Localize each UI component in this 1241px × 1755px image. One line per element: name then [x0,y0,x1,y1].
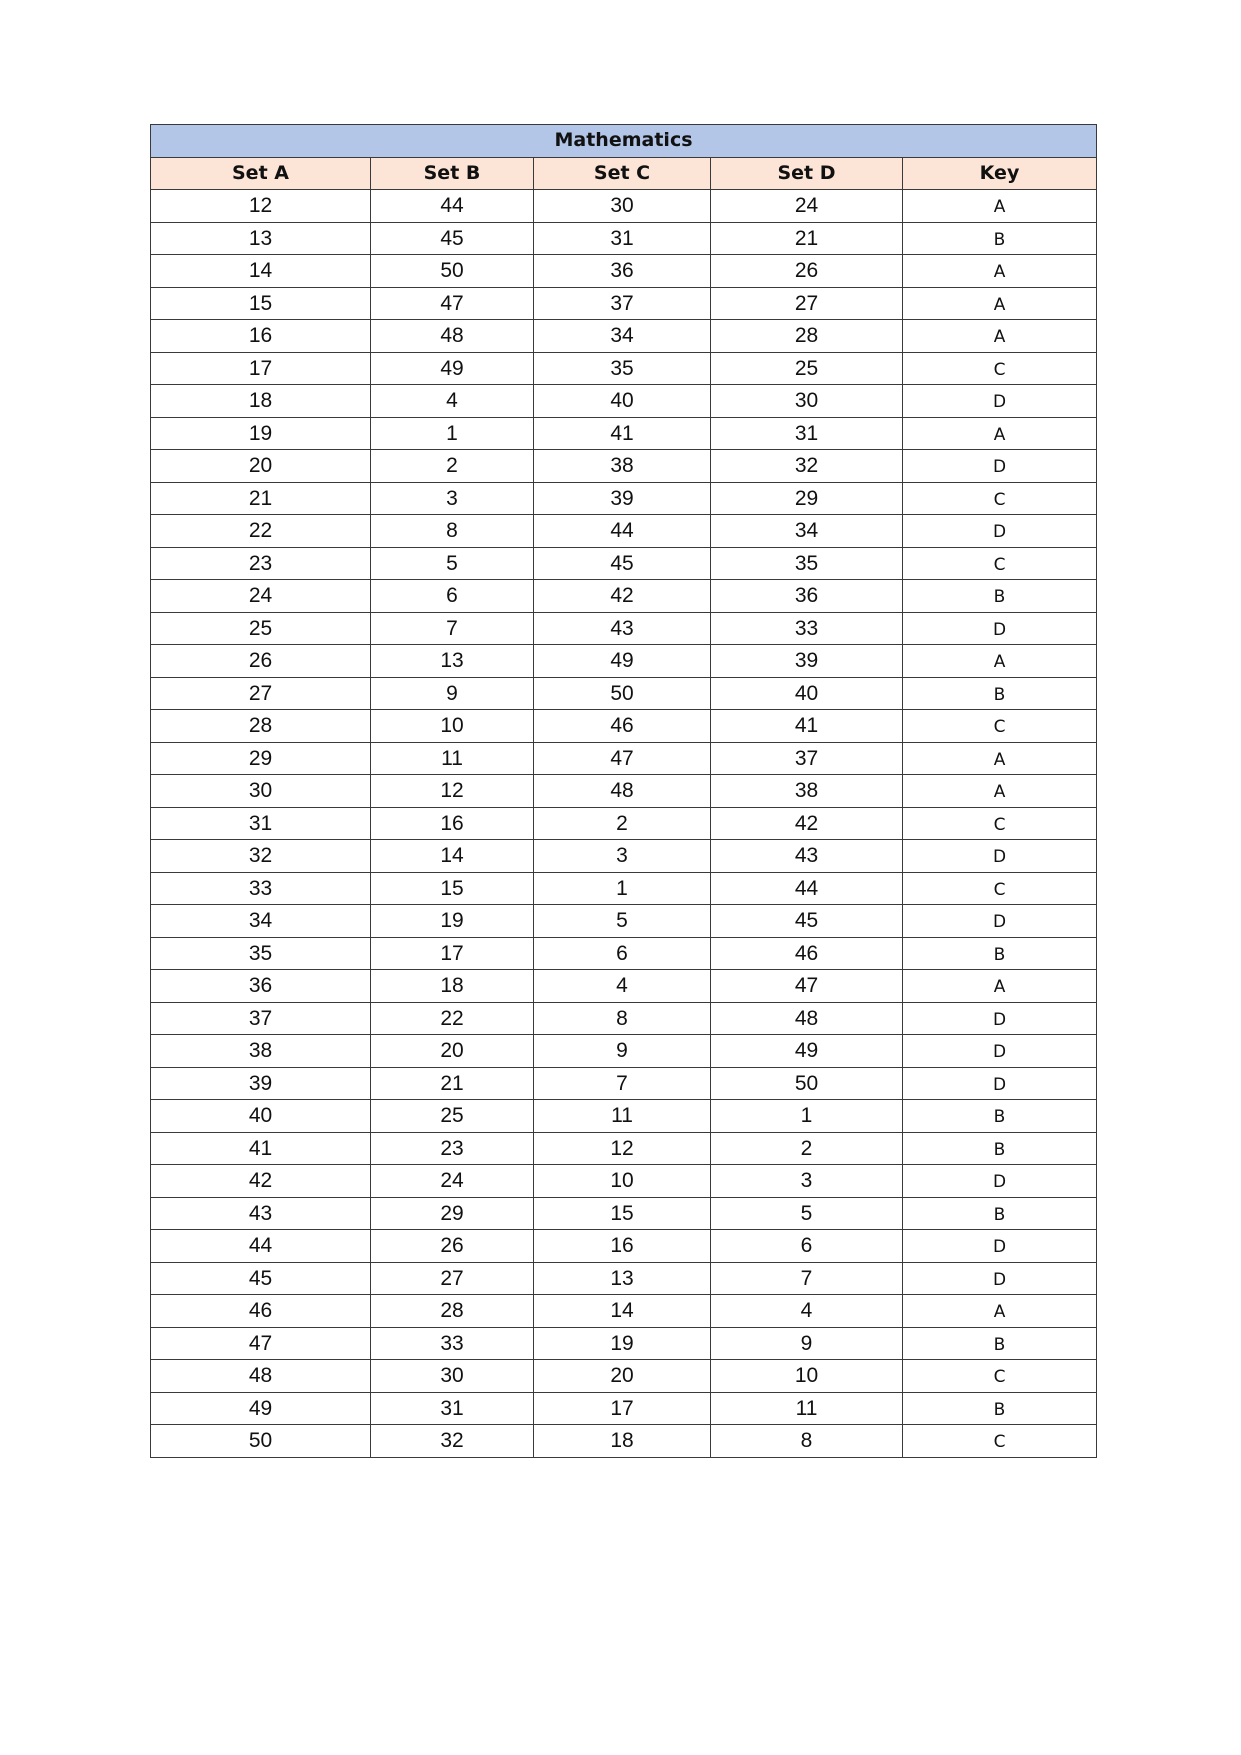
set-c-cell: 47 [534,742,711,775]
set-c-cell: 17 [534,1392,711,1425]
key-cell: A [903,1295,1097,1328]
table-title-row [151,125,1097,158]
set-b-cell: 4 [371,385,534,418]
set-c-cell: 30 [534,190,711,223]
set-c-cell: 46 [534,710,711,743]
set-a-cell: 27 [151,677,371,710]
set-a-cell: 48 [151,1360,371,1393]
set-a-cell: 40 [151,1100,371,1133]
set-d-cell: 28 [711,320,903,353]
set-a-cell: 50 [151,1425,371,1458]
set-a-cell: 34 [151,905,371,938]
table-row [151,807,1097,840]
set-b-cell: 28 [371,1295,534,1328]
set-c-cell: 18 [534,1425,711,1458]
set-a-cell: 42 [151,1165,371,1198]
set-c-cell: 20 [534,1360,711,1393]
table-row [151,970,1097,1003]
table-row [151,1262,1097,1295]
set-d-cell: 1 [711,1100,903,1133]
key-cell: D [903,1035,1097,1068]
set-c-cell: 41 [534,417,711,450]
table-row [151,352,1097,385]
set-d-cell: 8 [711,1425,903,1458]
set-a-cell: 32 [151,840,371,873]
key-cell: A [903,255,1097,288]
key-cell: C [903,807,1097,840]
set-a-cell: 23 [151,547,371,580]
table-row [151,710,1097,743]
set-c-cell: 50 [534,677,711,710]
set-d-cell: 48 [711,1002,903,1035]
set-a-cell: 41 [151,1132,371,1165]
set-c-cell: 3 [534,840,711,873]
set-d-cell: 27 [711,287,903,320]
key-cell: B [903,1132,1097,1165]
set-b-cell: 26 [371,1230,534,1263]
set-d-cell: 45 [711,905,903,938]
set-b-cell: 10 [371,710,534,743]
key-cell: C [903,1360,1097,1393]
set-a-cell: 26 [151,645,371,678]
set-c-cell: 40 [534,385,711,418]
set-d-cell: 29 [711,482,903,515]
key-cell: C [903,352,1097,385]
set-d-cell: 38 [711,775,903,808]
table-row [151,937,1097,970]
set-a-cell: 18 [151,385,371,418]
set-c-cell: 9 [534,1035,711,1068]
set-c-cell: 1 [534,872,711,905]
set-d-cell: 32 [711,450,903,483]
table-row [151,580,1097,613]
set-d-cell: 21 [711,222,903,255]
set-c-cell: 49 [534,645,711,678]
set-b-cell: 12 [371,775,534,808]
table-row [151,612,1097,645]
table-row [151,190,1097,223]
set-c-cell: 14 [534,1295,711,1328]
set-a-cell: 33 [151,872,371,905]
set-b-cell: 47 [371,287,534,320]
key-cell: D [903,1262,1097,1295]
set-a-cell: 47 [151,1327,371,1360]
column-header-set-a: Set A [151,157,371,190]
set-b-cell: 48 [371,320,534,353]
set-b-cell: 24 [371,1165,534,1198]
set-d-cell: 2 [711,1132,903,1165]
column-header-set-c: Set C [534,157,711,190]
set-a-cell: 38 [151,1035,371,1068]
set-a-cell: 43 [151,1197,371,1230]
table-header-row [151,157,1097,190]
key-cell: B [903,1197,1097,1230]
key-cell: D [903,515,1097,548]
table-row [151,515,1097,548]
set-b-cell: 13 [371,645,534,678]
set-b-cell: 17 [371,937,534,970]
set-c-cell: 39 [534,482,711,515]
set-b-cell: 9 [371,677,534,710]
key-cell: B [903,222,1097,255]
table-row [151,1035,1097,1068]
set-d-cell: 34 [711,515,903,548]
key-cell: D [903,1230,1097,1263]
set-b-cell: 8 [371,515,534,548]
set-c-cell: 8 [534,1002,711,1035]
table-row [151,1002,1097,1035]
key-cell: B [903,1100,1097,1133]
set-d-cell: 33 [711,612,903,645]
answer-key-table [150,124,1097,1458]
set-a-cell: 12 [151,190,371,223]
set-c-cell: 6 [534,937,711,970]
set-b-cell: 22 [371,1002,534,1035]
set-b-cell: 49 [371,352,534,385]
table-row [151,255,1097,288]
set-b-cell: 1 [371,417,534,450]
set-c-cell: 16 [534,1230,711,1263]
set-d-cell: 4 [711,1295,903,1328]
table-row [151,1327,1097,1360]
key-cell: C [903,710,1097,743]
set-c-cell: 34 [534,320,711,353]
set-c-cell: 42 [534,580,711,613]
table-row [151,1392,1097,1425]
set-c-cell: 44 [534,515,711,548]
set-a-cell: 30 [151,775,371,808]
set-c-cell: 2 [534,807,711,840]
table-row [151,1230,1097,1263]
set-b-cell: 32 [371,1425,534,1458]
set-c-cell: 31 [534,222,711,255]
key-cell: D [903,1002,1097,1035]
table-row [151,385,1097,418]
table-row [151,872,1097,905]
set-c-cell: 19 [534,1327,711,1360]
set-a-cell: 36 [151,970,371,1003]
set-b-cell: 11 [371,742,534,775]
set-b-cell: 25 [371,1100,534,1133]
set-d-cell: 31 [711,417,903,450]
key-cell: D [903,612,1097,645]
set-b-cell: 19 [371,905,534,938]
table-row [151,742,1097,775]
key-cell: C [903,1425,1097,1458]
set-d-cell: 39 [711,645,903,678]
table-row [151,677,1097,710]
key-cell: A [903,970,1097,1003]
set-d-cell: 46 [711,937,903,970]
set-c-cell: 37 [534,287,711,320]
set-b-cell: 18 [371,970,534,1003]
table-title: Mathematics [151,125,1097,158]
table-row [151,905,1097,938]
set-c-cell: 12 [534,1132,711,1165]
set-d-cell: 36 [711,580,903,613]
set-d-cell: 5 [711,1197,903,1230]
set-a-cell: 49 [151,1392,371,1425]
column-header-set-b: Set B [371,157,534,190]
table-row [151,840,1097,873]
set-b-cell: 6 [371,580,534,613]
set-a-cell: 29 [151,742,371,775]
key-cell: B [903,937,1097,970]
set-b-cell: 30 [371,1360,534,1393]
table-row [151,1067,1097,1100]
table-row [151,1132,1097,1165]
set-c-cell: 48 [534,775,711,808]
set-a-cell: 39 [151,1067,371,1100]
set-d-cell: 47 [711,970,903,1003]
set-d-cell: 24 [711,190,903,223]
set-a-cell: 25 [151,612,371,645]
set-b-cell: 44 [371,190,534,223]
set-b-cell: 3 [371,482,534,515]
set-c-cell: 36 [534,255,711,288]
set-b-cell: 33 [371,1327,534,1360]
set-b-cell: 21 [371,1067,534,1100]
table-row [151,222,1097,255]
set-d-cell: 49 [711,1035,903,1068]
table-row [151,1100,1097,1133]
key-cell: B [903,580,1097,613]
key-cell: A [903,190,1097,223]
table-row [151,482,1097,515]
table-row [151,1360,1097,1393]
column-header-key: Key [903,157,1097,190]
key-cell: C [903,547,1097,580]
set-a-cell: 31 [151,807,371,840]
set-b-cell: 23 [371,1132,534,1165]
key-cell: D [903,1067,1097,1100]
set-c-cell: 35 [534,352,711,385]
set-b-cell: 7 [371,612,534,645]
set-d-cell: 25 [711,352,903,385]
set-d-cell: 41 [711,710,903,743]
key-cell: A [903,320,1097,353]
set-a-cell: 14 [151,255,371,288]
set-c-cell: 5 [534,905,711,938]
set-a-cell: 22 [151,515,371,548]
set-c-cell: 7 [534,1067,711,1100]
table-row [151,417,1097,450]
key-cell: A [903,742,1097,775]
column-header-set-d: Set D [711,157,903,190]
set-a-cell: 37 [151,1002,371,1035]
table-row [151,1425,1097,1458]
set-d-cell: 9 [711,1327,903,1360]
set-c-cell: 15 [534,1197,711,1230]
set-d-cell: 10 [711,1360,903,1393]
set-d-cell: 11 [711,1392,903,1425]
key-cell: A [903,417,1097,450]
table-row [151,1165,1097,1198]
key-cell: A [903,645,1097,678]
set-b-cell: 16 [371,807,534,840]
table-body [151,190,1097,1458]
set-a-cell: 46 [151,1295,371,1328]
set-a-cell: 35 [151,937,371,970]
key-cell: D [903,385,1097,418]
set-a-cell: 21 [151,482,371,515]
set-a-cell: 16 [151,320,371,353]
set-a-cell: 20 [151,450,371,483]
table-row [151,450,1097,483]
key-cell: B [903,677,1097,710]
set-a-cell: 45 [151,1262,371,1295]
key-cell: B [903,1392,1097,1425]
key-cell: C [903,482,1097,515]
set-d-cell: 43 [711,840,903,873]
set-b-cell: 29 [371,1197,534,1230]
table-row [151,547,1097,580]
set-d-cell: 7 [711,1262,903,1295]
key-cell: D [903,905,1097,938]
set-d-cell: 40 [711,677,903,710]
set-b-cell: 2 [371,450,534,483]
set-d-cell: 50 [711,1067,903,1100]
key-cell: A [903,775,1097,808]
set-c-cell: 13 [534,1262,711,1295]
table-row [151,1197,1097,1230]
set-b-cell: 20 [371,1035,534,1068]
set-d-cell: 37 [711,742,903,775]
set-c-cell: 43 [534,612,711,645]
table-row [151,775,1097,808]
set-d-cell: 6 [711,1230,903,1263]
set-b-cell: 31 [371,1392,534,1425]
set-a-cell: 28 [151,710,371,743]
set-c-cell: 45 [534,547,711,580]
set-d-cell: 3 [711,1165,903,1198]
table-row [151,287,1097,320]
set-d-cell: 30 [711,385,903,418]
set-d-cell: 44 [711,872,903,905]
table-row [151,320,1097,353]
set-d-cell: 26 [711,255,903,288]
set-a-cell: 24 [151,580,371,613]
set-d-cell: 35 [711,547,903,580]
key-cell: C [903,872,1097,905]
set-d-cell: 42 [711,807,903,840]
set-b-cell: 50 [371,255,534,288]
set-b-cell: 27 [371,1262,534,1295]
set-c-cell: 4 [534,970,711,1003]
table-row [151,645,1097,678]
key-cell: A [903,287,1097,320]
set-c-cell: 38 [534,450,711,483]
set-a-cell: 19 [151,417,371,450]
set-c-cell: 11 [534,1100,711,1133]
set-b-cell: 14 [371,840,534,873]
set-b-cell: 45 [371,222,534,255]
key-cell: B [903,1327,1097,1360]
key-cell: D [903,840,1097,873]
key-cell: D [903,450,1097,483]
set-b-cell: 5 [371,547,534,580]
set-c-cell: 10 [534,1165,711,1198]
set-b-cell: 15 [371,872,534,905]
set-a-cell: 17 [151,352,371,385]
set-a-cell: 15 [151,287,371,320]
set-a-cell: 13 [151,222,371,255]
set-a-cell: 44 [151,1230,371,1263]
key-cell: D [903,1165,1097,1198]
table-row [151,1295,1097,1328]
